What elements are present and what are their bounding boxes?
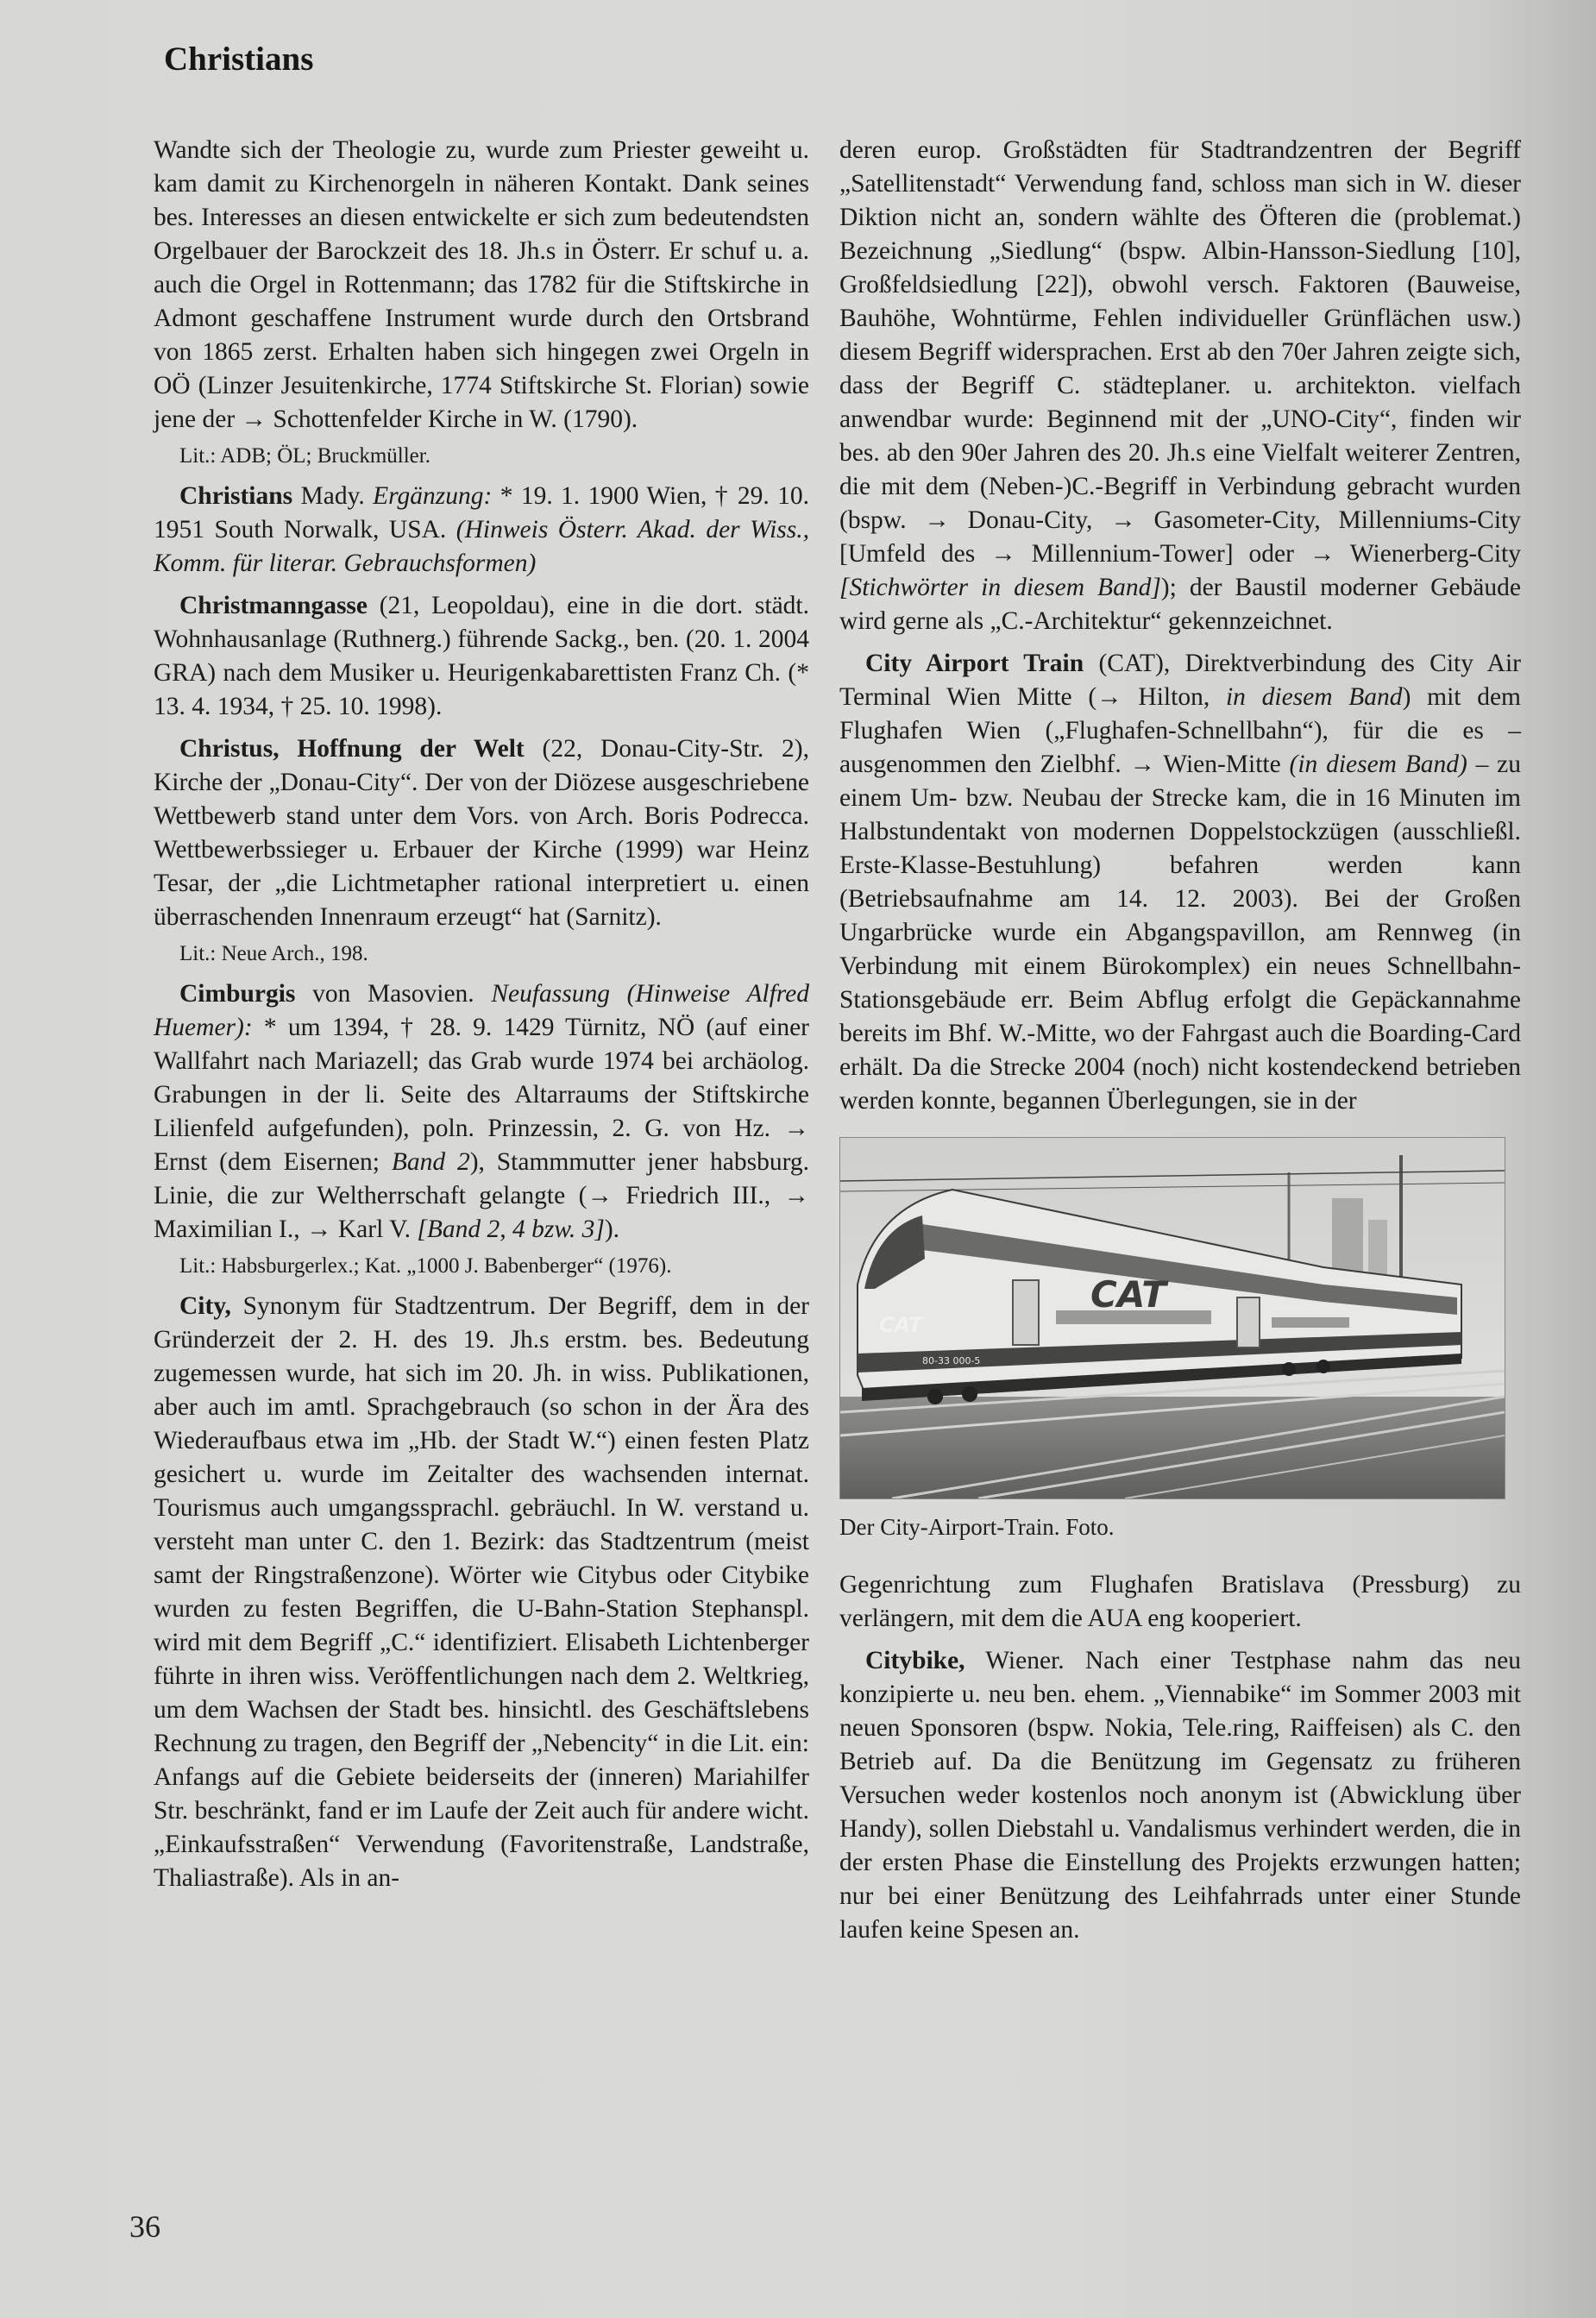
entry-cimburgis: Cimburgis von Masovien. Neufassung (Hinweise Alfred Huemer): * um 1394, † 28. 9. 1429 Türnitz, NÖ (auf einer Wallfahrt nach Mariazell; das Grab wurde 1974 bei archäolog. Grabungen in der li. Seite des Altarraums der Stiftskirche Lilienfeld aufgefunden), poln. Prinzessin, 2. G. von Hz. → Ernst (dem Eisernen; Band 2), Stammmutter jener habsburg. Linie, die zur Weltherrschaft gelangte (→ Friedrich III., → Maximilian I., → Karl V. [Band 2, 4 bzw. 3]). (154, 980, 809, 1243)
entry-headword: City, (179, 1292, 231, 1320)
unit-number: 80-33 000-5 (922, 1355, 981, 1366)
train-photo (839, 1137, 1505, 1499)
entry-headword: Cimburgis (179, 980, 296, 1008)
entry-headword: Christus, Hoffnung der Welt (179, 735, 525, 763)
photo-caption: Der City-Airport-Train. Foto. (839, 1514, 1115, 1540)
train-logo: CAT (1090, 1273, 1166, 1316)
entry-headword: Christmanngasse (179, 592, 368, 619)
entry-headword: City Airport Train (865, 650, 1084, 677)
literature-note: Lit.: ADB; ÖL; Bruckmüller. (179, 444, 430, 468)
entry-city-airport-train: City Airport Train (CAT), Direktverbindung des City Air Terminal Wien Mitte (→ Hilton, in diesem Band) mit dem Flughafen Wien („Flughafen-Schnellbahn“), für die es – ausgenommen den Zielbhf. → Wien-Mitte (in diesem Band) – zu einem Um- bzw. Neubau der Strecke kam, die in 16 Minuten im Halbstundentakt von modernen Doppelstockzügen (ausschließl. Erste-Klasse-Bestuhlung) befahren werden kann (Betriebsaufnahme am 14. 12. 2003). Bei der Großen Ungarbrücke wurde ein Abgangspavillon, am Rennweg (in Verbindung mit einem Bürokomplex) ein neues Schnellbahn-Stationsgebäude err. Beim Abflug erfolgt die Gepäckannahme bereits im Bhf. W.-Mitte, wo der Fahrgast auch die Boarding-Card erhält. Da die Strecke 2004 (noch) nicht kostendeckend betrieben werden konnte, begannen Überlegungen, sie in der (839, 650, 1522, 1115)
left-column (154, 134, 809, 1895)
running-head: Christians (164, 41, 314, 78)
literature-note: Lit.: Neue Arch., 198. (179, 942, 368, 965)
literature-note: Lit.: Habsburgerlex.; Kat. „1000 J. Babenberger“ (1976). (179, 1254, 672, 1278)
entry-christians: Christians Mady. Ergänzung: * 19. 1. 1900 Wien, † 29. 10. 1951 South Norwalk, USA. (Hinweis Österr. Akad. der Wiss., Komm. für literar. Gebrauchsformen) (154, 482, 810, 577)
entry-christmanngasse: Christmanngasse (21, Leopoldau), eine in die dort. städt. Wohnhausanlage (Ruthnerg.) führende Sackg., ben. (20. 1. 2004 GRA) nach dem Musiker u. Heurigenkabarettisten Franz Ch. (* 13. 4. 1934, † 25. 10. 1998). (154, 592, 809, 720)
entry-citybike: Citybike, Wiener. Nach einer Testphase nahm das neu konzipierte u. neu ben. ehem. „Viennabike“ im Sommer 2003 mit neuen Sponsoren (bspw. Nokia, Tele.ring, Raiffeisen) als C. den Betrieb auf. Da die Benützung im Gegensatz zu früheren Versuchen weder kostenlos noch anonym ist (Abwicklung über Handy), sollen Diebstahl u. Vandalismus verhindert werden, die in der ersten Phase die Einstellung des Projekts erzwungen hatten; nur bei einer Benützung des Leihfahrrads unter einer Stunde laufen keine Spesen an. (839, 1647, 1521, 1944)
entry-headword: Citybike, (865, 1647, 965, 1674)
cab-logo: CAT (879, 1313, 923, 1337)
entry-christus-hoffnung: Christus, Hoffnung der Welt (22, Donau-City-Str. 2), Kirche der „Donau-City“. Der von der Diözese ausgeschriebene Wettbewerb stand unter dem Vors. von Arch. Boris Podrecca. Wettbewerbssieger u. Erbauer der Kirche (1999) war Heinz Tesar, der „die Lichtmetapher rational interpretiert u. einen überraschenden Innenraum erzeugt“ hat (Sarnitz). (154, 735, 809, 931)
page-number: 36 (129, 2209, 160, 2244)
entry-city: City, Synonym für Stadtzentrum. Der Begriff, dem in der Gründerzeit der 2. H. des 19. Jh.s erstm. bes. Bedeutung zugemessen wurde, hat sich im 20. Jh. in wiss. Publikationen, aber auch im amtl. Sprachgebrauch (so schon in der Ära des Wiederaufbaus etwa im „Hb. der Stadt W.“) einen festen Platz gesichert u. wurde im Zeitalter des wachsenden internat. Tourismus auch umgangssprachl. gebräuchl. In W. verstand u. versteht man unter C. den 1. Bezirk: das Stadtzentrum (meist samt der Ringstraßenzone). Wörter wie Citybus oder Citybike wurden zu festen Begriffen, die U-Bahn-Station Stephanspl. wird mit dem Begriff „C.“ identifiziert. Elisabeth Lichtenberger führte in ihren wiss. Veröffentlichungen nach dem 2. Weltkrieg, um dem Wachsen der Stadt bes. hinsichtl. des Geschäftslebens Rechnung zu tragen, den Begriff der „Nebencity“ in die Lit. ein: Anfangs auf die Gebiete beiderseits der (inneren) Mariahilfer Str. beschränkt, fand er im Laufe der Zeit auch für andere wicht. „Einkaufsstraßen“ Verwendung (Favoritenstraße, Landstraße, Thaliastraße). Als in an- (154, 1292, 809, 1892)
paragraph-continued: Gegenrichtung zum Flughafen Bratislava (Pressburg) zu verlängern, mit dem die AUA eng kooperiert. (839, 1571, 1521, 1632)
paragraph-continued: Wandte sich der Theologie zu, wurde zum Priester geweiht u. kam damit zu Kirchenorgeln in näheren Kontakt. Dank seines bes. Interesses an diesen entwickelte er sich zum bedeutendsten Orgelbauer der Barockzeit des 18. Jh.s in Österr. Er schuf u. a. auch die Orgel in Rottenmann; das 1782 für die Stiftskirche in Admont geschaffene Instrument wurde durch den Ortsbrand von 1865 zerst. Erhalten haben sich hingegen zwei Orgeln in OÖ (Linzer Jesuitenkirche, 1774 Stiftskirche St. Florian) sowie jene der → Schottenfelder Kirche in W. (1790). (154, 136, 809, 433)
entry-headword: Christians (179, 482, 293, 510)
right-column (839, 134, 1521, 1947)
paragraph-continued: deren europ. Großstädten für Stadtrandzentren der Begriff „Satellitenstadt“ Verwendung fand, schloss man sich in W. dieser Diktion nicht an, sondern wählte des Öfteren die (problemat.) Bezeichnung „Siedlung“ (bspw. Albin-Hansson-Siedlung [10], Großfeldsiedlung [22]), obwohl versch. Faktoren (Bauweise, Bauhöhe, Wohntürme, Fehlen individueller Grünflächen usw.) diesem Begriff widersprachen. Erst ab den 70er Jahren zeigte sich, dass der Begriff C. städteplaner. u. architekton. vielfach anwendbar wurde: Beginnend mit der „UNO-City“, finden wir bes. ab den 90er Jahren des 20. Jh.s eine Vielfalt weiterer Zentren, die mit dem (Neben-)C.-Begriff in Verbindung gebracht wurden (bspw. → Donau-City, → Gasometer-City, Millenniums-City [Umfeld des → Millennium-Tower] oder → Wienerberg-City [Stichwörter in diesem Band]); der Baustil moderner Gebäude wird gerne als „C.-Architektur“ gekennzeichnet. (839, 136, 1521, 635)
